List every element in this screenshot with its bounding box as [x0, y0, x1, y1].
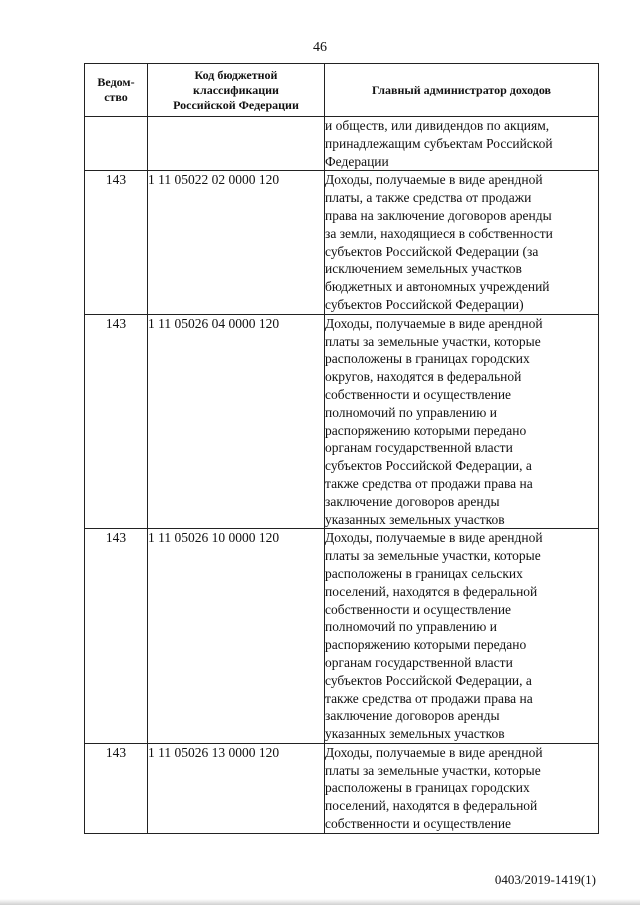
- table-body: [85, 117, 599, 834]
- table-header: [85, 64, 599, 117]
- description-line: Доходы, получаемые в виде арендной: [325, 530, 543, 546]
- description-line: поселений, находятся в федеральной: [325, 583, 538, 599]
- description-line: полномочий по управлению и: [325, 619, 497, 635]
- description-line: полномочий по управлению и: [325, 404, 497, 420]
- description-line: за земли, находящиеся в собственности: [325, 225, 553, 241]
- administrator-description-cell: [325, 117, 599, 171]
- department-cell: 143: [85, 314, 148, 529]
- description-line: органам государственной власти: [325, 440, 513, 456]
- administrator-description-cell: [325, 171, 599, 314]
- page-number: 46: [313, 40, 327, 55]
- table-row: [85, 314, 599, 529]
- department-cell: 143: [85, 529, 148, 744]
- header-department-line: ство: [104, 90, 128, 104]
- description-line: Федерации: [325, 153, 389, 169]
- header-administrator-line: Главный администратор доходов: [371, 82, 552, 97]
- description-line: собственности и осуществление: [325, 386, 512, 402]
- department-cell: 143: [85, 171, 148, 314]
- description-line: заключение договоров аренды: [325, 493, 500, 509]
- description-line: органам государственной власти: [325, 654, 513, 670]
- header-department: [85, 64, 148, 117]
- description-line: бюджетных и автономных учреждений: [325, 279, 550, 295]
- description-line: расположены в границах городских: [325, 351, 530, 367]
- description-line: указанных земельных участков: [325, 726, 505, 742]
- classification-code-cell: 1 11 05026 13 0000 120: [148, 743, 325, 833]
- description-line: указанных земельных участков: [325, 511, 505, 527]
- description-line: распоряжению которыми передано: [325, 422, 527, 438]
- header-code-line: Российской Федерации: [173, 97, 299, 112]
- description-line: Доходы, получаемые в виде арендной: [325, 315, 543, 331]
- description-line: собственности и осуществление: [325, 601, 512, 617]
- description-line: поселений, находятся в федеральной: [325, 798, 538, 814]
- description-line: субъектов Российской Федерации (за: [325, 243, 539, 259]
- description-line: платы за земельные участки, которые: [325, 548, 541, 564]
- department-cell: 143: [85, 743, 148, 833]
- description-line: платы, а также средства от продажи: [325, 190, 532, 206]
- header-row: [85, 64, 599, 117]
- description-line: платы за земельные участки, которые: [325, 762, 541, 778]
- budget-classification-table: [84, 63, 599, 834]
- description-line: и обществ, или дивидендов по акциям,: [325, 118, 550, 133]
- header-code-line: Код бюджетной: [194, 67, 278, 82]
- description-line: расположены в границах городских: [325, 780, 530, 796]
- table-row: [85, 743, 599, 833]
- administrator-description-cell: [325, 743, 599, 833]
- description-line: распоряжению которыми передано: [325, 637, 527, 653]
- table-row: [85, 117, 599, 171]
- classification-code-cell: [148, 117, 325, 171]
- header-code: [148, 64, 325, 117]
- description-line: исключением земельных участков: [325, 261, 522, 277]
- description-line: заключение договоров аренды: [325, 708, 500, 724]
- description-line: округов, находятся в федеральной: [325, 369, 522, 385]
- description-line: собственности и осуществление: [325, 816, 512, 832]
- table-row: [85, 529, 599, 744]
- description-line: права на заключение договоров аренды: [325, 207, 552, 223]
- description-line: расположены в границах сельских: [325, 565, 523, 581]
- department-cell: [85, 117, 148, 171]
- administrator-description-cell: [325, 314, 599, 529]
- classification-code-cell: 1 11 05026 10 0000 120: [148, 529, 325, 744]
- scan-bottom-edge: [0, 899, 640, 905]
- description-line: Доходы, получаемые в виде арендной: [325, 172, 543, 188]
- description-line: Доходы, получаемые в виде арендной: [325, 744, 543, 760]
- classification-code-cell: 1 11 05026 04 0000 120: [148, 314, 325, 529]
- classification-code-cell: 1 11 05022 02 0000 120: [148, 171, 325, 314]
- description-line: субъектов Российской Федерации): [325, 296, 524, 312]
- description-line: платы за земельные участки, которые: [325, 333, 541, 349]
- administrator-description-cell: [325, 529, 599, 744]
- description-line: также средства от продажи права на: [325, 690, 533, 706]
- header-code-line: классификации: [193, 82, 279, 97]
- table-row: [85, 171, 599, 314]
- header-administrator: [325, 64, 599, 117]
- document-footer-code: 0403/2019-1419(1): [494, 872, 596, 887]
- description-line: субъектов Российской Федерации, а: [325, 458, 532, 474]
- description-line: принадлежащим субъектам Российской: [325, 135, 553, 151]
- description-line: субъектов Российской Федерации, а: [325, 672, 532, 688]
- header-department-line: Ведом-: [97, 75, 135, 89]
- description-line: также средства от продажи права на: [325, 475, 533, 491]
